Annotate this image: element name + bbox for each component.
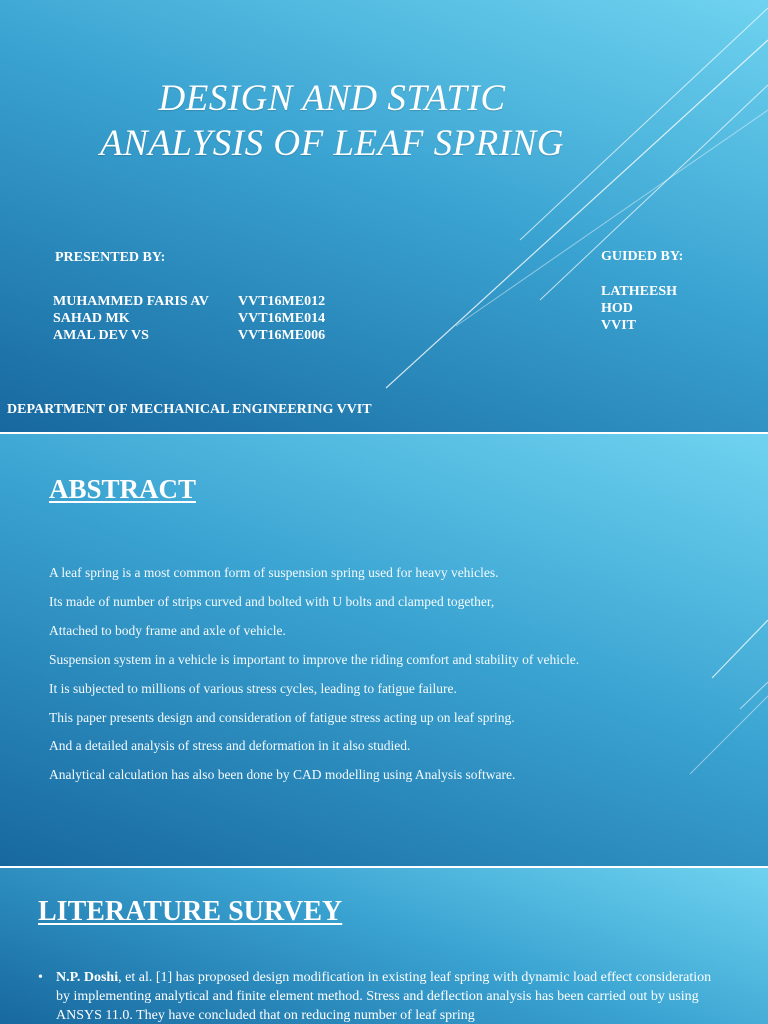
guide-role: HOD bbox=[601, 301, 633, 316]
guided-by-label: GUIDED BY: bbox=[601, 249, 684, 264]
abstract-line-7: And a detailed analysis of stress and deformation in it also studied. bbox=[49, 738, 411, 753]
abstract-line-3: Attached to body frame and axle of vehicle. bbox=[49, 623, 286, 638]
decorative-lines bbox=[0, 0, 768, 432]
title-line-2: ANALYSIS OF LEAF SPRING bbox=[100, 123, 564, 164]
presenter-name-3: AMAL DEV VS bbox=[53, 328, 149, 343]
literature-paragraph bbox=[56, 968, 728, 1024]
abstract-line-4: Suspension system in a vehicle is important to improve the riding comfort and stability of vehicle. bbox=[49, 652, 580, 667]
literature-author: N.P. Doshi bbox=[56, 970, 119, 985]
abstract-line-2: Its made of number of strips curved and bolted with U bolts and clamped together, bbox=[49, 594, 495, 609]
presenter-id-2: VVT16ME014 bbox=[238, 311, 326, 326]
literature-text: , et al. [1] has proposed design modification in existing leaf spring with dynamic load effect consideration by implementing analytical and finite element method. Stress and deflection analysis has been carried out by using ANSYS 11.0. They have concluded that on reducing number of leaf spring bbox=[56, 970, 712, 1023]
literature-item bbox=[38, 968, 728, 1024]
presentation-title bbox=[0, 76, 664, 166]
guide-name: LATHEESH bbox=[601, 284, 677, 299]
presenter-id-1: VVT16ME012 bbox=[238, 294, 326, 309]
guide-institute: VVIT bbox=[601, 318, 637, 333]
presenter-id-3: VVT16ME006 bbox=[238, 328, 326, 343]
abstract-line-1: A leaf spring is a most common form of suspension spring used for heavy vehicles. bbox=[49, 565, 499, 580]
title-slide bbox=[0, 0, 768, 432]
abstract-line-6: This paper presents design and consideration of fatigue stress acting up on leaf spring. bbox=[49, 710, 515, 725]
title-line-1: DESIGN AND STATIC bbox=[158, 78, 506, 119]
abstract-line-8: Analytical calculation has also been done by CAD modelling using Analysis software. bbox=[49, 767, 516, 782]
department-label: DEPARTMENT OF MECHANICAL ENGINEERING VVIT bbox=[7, 402, 372, 417]
abstract-line-5: It is subjected to millions of various stress cycles, leading to fatigue failure. bbox=[49, 681, 457, 696]
abstract-heading: ABSTRACT bbox=[49, 474, 197, 504]
bullet-icon: • bbox=[38, 970, 43, 985]
literature-survey-slide bbox=[0, 868, 768, 1024]
presented-by-label: PRESENTED BY: bbox=[55, 250, 166, 265]
presenter-name-2: SAHAD MK bbox=[53, 311, 130, 326]
presenter-name-1: MUHAMMED FARIS AV bbox=[53, 294, 209, 309]
literature-heading: LITERATURE SURVEY bbox=[38, 896, 343, 927]
abstract-slide bbox=[0, 434, 768, 866]
